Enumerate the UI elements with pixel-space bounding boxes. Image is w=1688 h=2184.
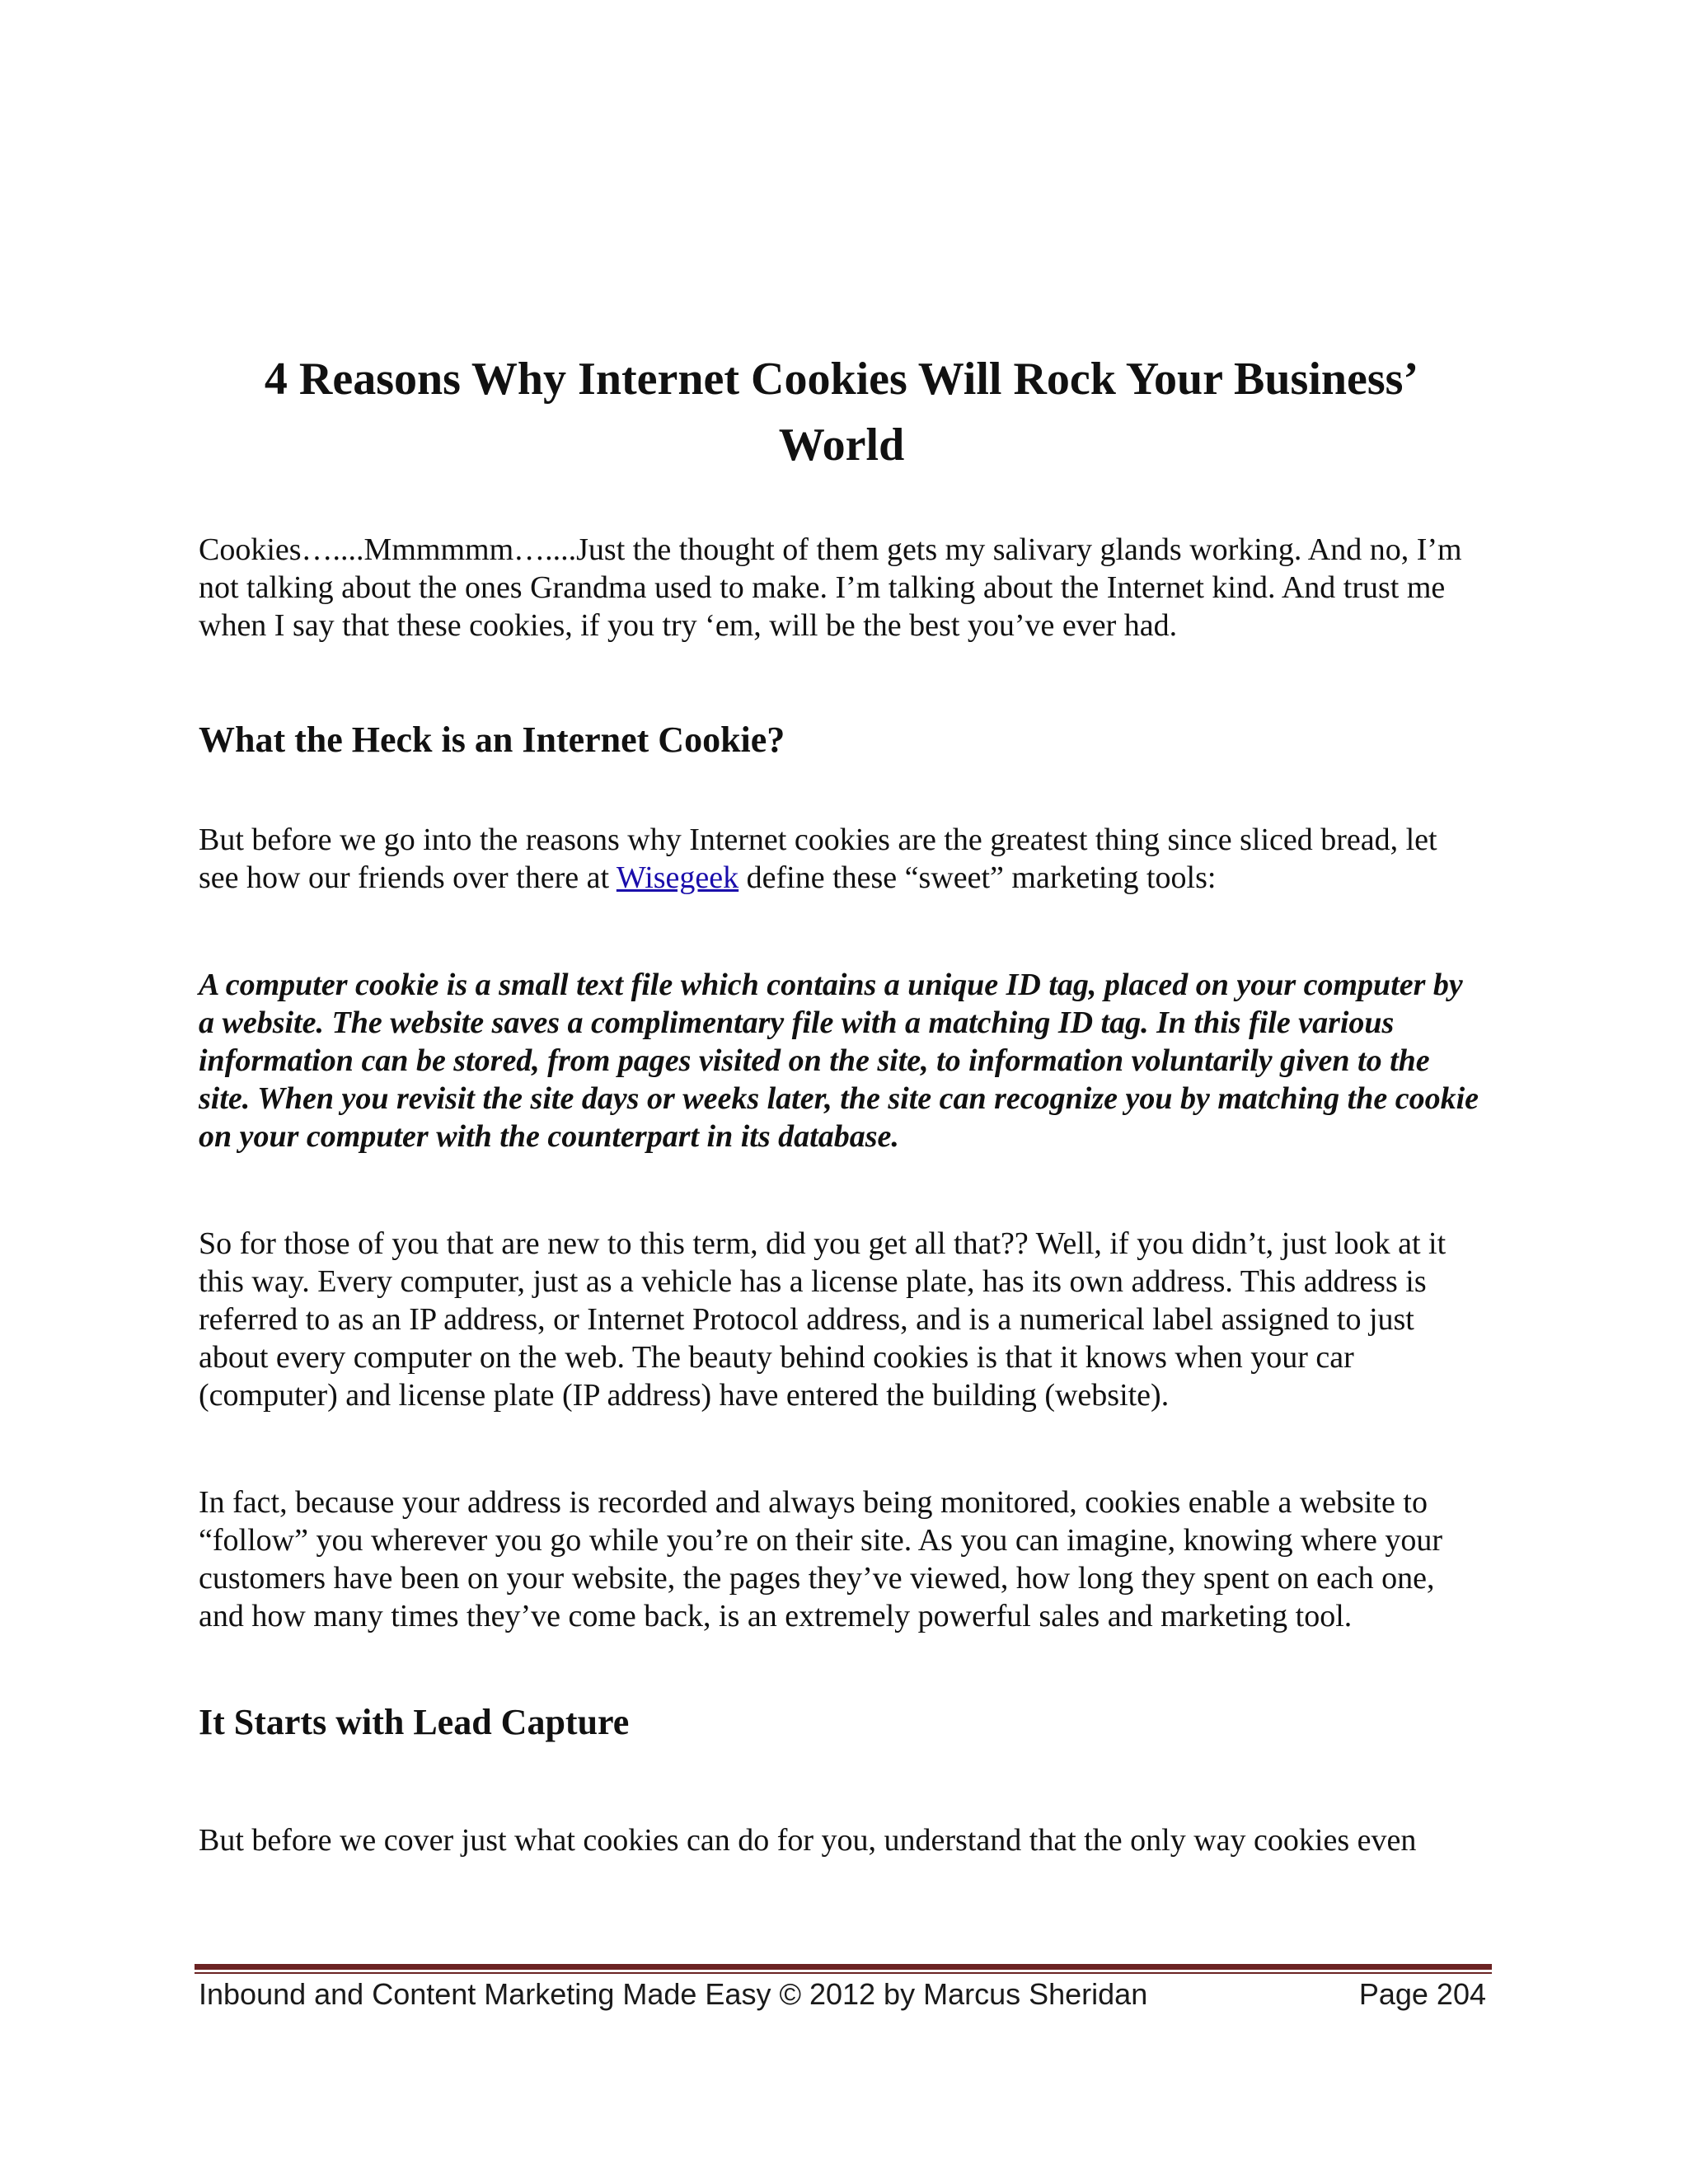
section1-text-before-link: But before we go into the reasons why Internet cookies are the greatest thing since sliced bread, let see how our friends over there at	[199, 823, 1437, 895]
page-content	[199, 346, 1484, 1859]
section1-text-after-link: define these “sweet” marketing tools:	[738, 860, 1217, 895]
page-title: 4 Reasons Why Internet Cookies Will Rock Your Business’ World	[264, 354, 1419, 471]
definition-quote: A computer cookie is a small text file which contains a unique ID tag, placed on your computer by a website. The website saves a complimentary file with a matching ID tag. In this file various information can be stored, from pages visited on the site, to information voluntarily given to the site. When you revisit the site days or weeks later, the site can recognize you by matching the cookie on your computer with the counterpart in its database.	[199, 968, 1479, 1154]
follow-paragraph: In fact, because your address is recorded and always being monitored, cookies enable a website to “follow” you wherever you go while you’re on their site. As you can imagine, knowing where your customers have been on your website, the pages they’ve viewed, how long they spent on each one, and how many times they’ve come back, is an extremely powerful sales and marketing tool.	[199, 1485, 1443, 1633]
wisegeek-link[interactable]: Wisegeek	[616, 860, 739, 895]
ip-address-paragraph: So for those of you that are new to this term, did you get all that?? Well, if you didn’t, just look at it this way. Every computer, just as a vehicle has a license plate, has its own address. This address is referred to as an IP address, or Internet Protocol address, and is a numerical label assigned to just about every computer on the web. The beauty behind cookies is that it knows when your car (computer) and license plate (IP address) have entered the building (website).	[199, 1226, 1447, 1413]
section1-paragraph	[199, 821, 1484, 897]
lead-capture-paragraph: But before we cover just what cookies can do for you, understand that the only way cookies even	[199, 1823, 1417, 1858]
section-heading-cookie: What the Heck is an Internet Cookie?	[199, 719, 785, 760]
footer-page-number: Page 204	[1358, 1977, 1486, 2011]
section-heading-lead-capture: It Starts with Lead Capture	[199, 1702, 630, 1742]
footer-copyright: Inbound and Content Marketing Made Easy © 2012 by Marcus Sheridan	[199, 1977, 1148, 2011]
intro-paragraph: Cookies…....Mmmmmm…....Just the thought of them gets my salivary glands working. And no, I’m not talking about the ones Grandma used to make. I’m talking about the Internet kind. And trust me when I say that these cookies, if you try ‘em, will be the best you’ve ever had.	[199, 532, 1462, 643]
footer-divider	[195, 1964, 1492, 1974]
page-footer	[199, 1976, 1486, 2013]
